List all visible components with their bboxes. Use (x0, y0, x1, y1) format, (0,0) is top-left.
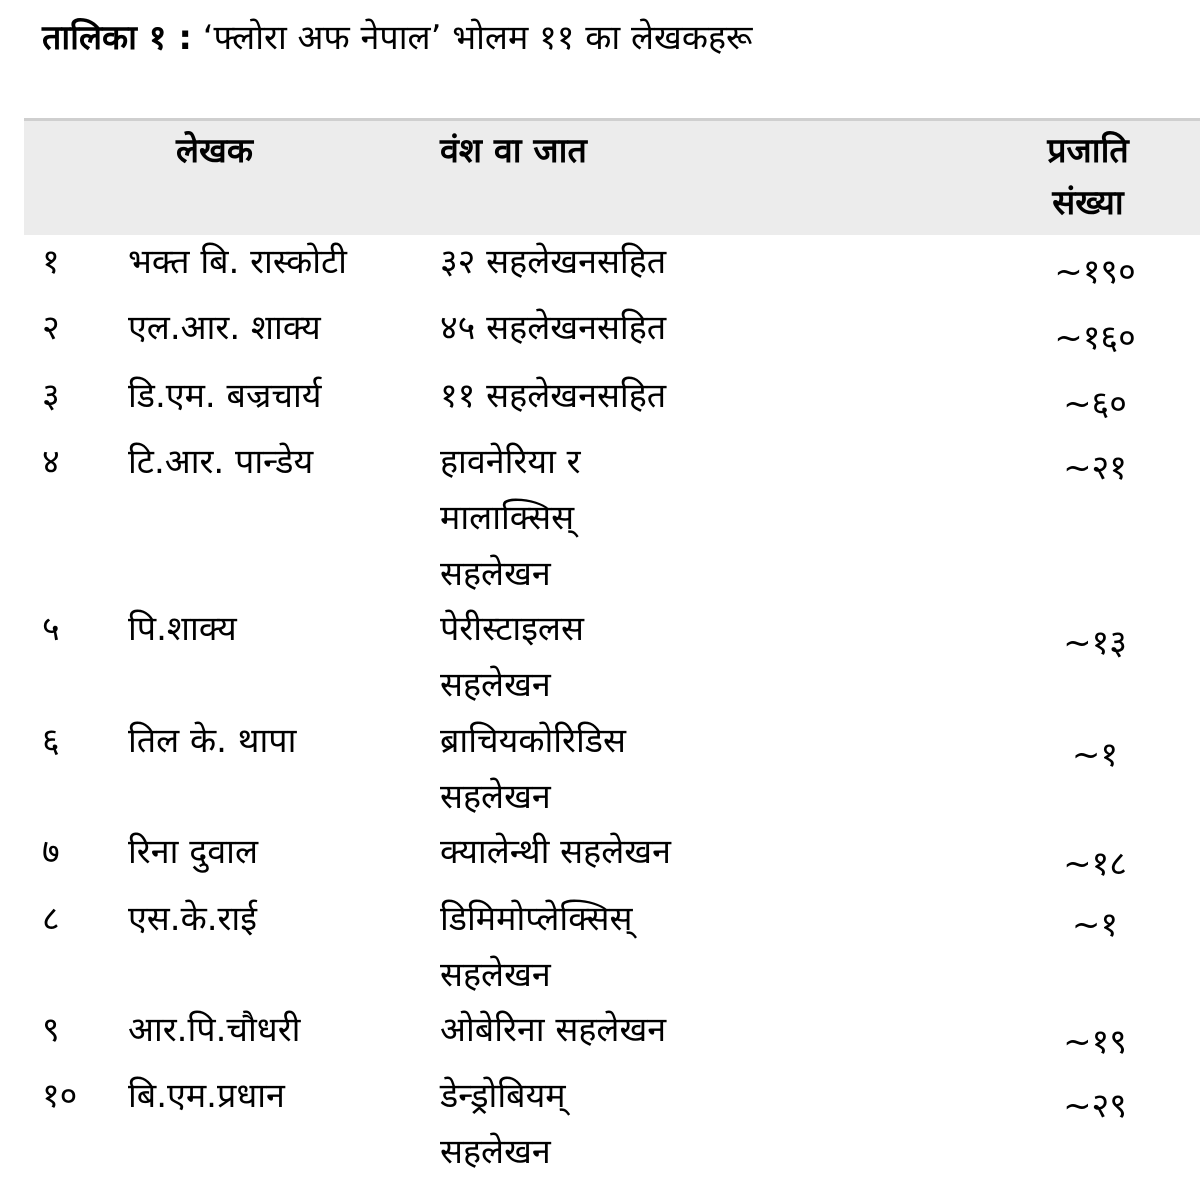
row-genus-line: ११ सहलेखनसहित (440, 376, 667, 416)
row-author: रिना दुवाल (128, 832, 259, 872)
row-genus (440, 234, 666, 290)
header-author: लेखक (176, 131, 253, 171)
row-genus-line: मालाक्सिस् (440, 498, 575, 538)
row-number: ८ (42, 899, 60, 939)
row-genus-line: ४५ सहलेखनसहित (440, 308, 667, 348)
header-genus: वंश वा जात (440, 131, 587, 171)
row-author: आर.पि.चौधरी (128, 1010, 301, 1050)
row-genus-line: ओबेरिना सहलेखन (440, 1010, 667, 1050)
row-number: १ (42, 242, 60, 282)
row-genus-line: ३२ सहलेखनसहित (440, 242, 667, 282)
row-genus-line: ब्राचियकोरिडिस (440, 721, 626, 761)
row-genus (440, 300, 666, 356)
row-count: ~२१ (1063, 448, 1127, 488)
row-number: ५ (42, 609, 60, 649)
row-count: ~१८ (1063, 844, 1127, 884)
row-number: ६ (42, 721, 60, 761)
row-genus-line: सहलेखन (440, 665, 551, 705)
row-genus-line: पेरीस्टाइलस (440, 609, 584, 649)
row-author: टि.आर. पान्डेय (128, 442, 314, 482)
row-genus (440, 713, 626, 825)
row-count: ~१६० (1054, 318, 1136, 358)
row-number: ४ (42, 442, 60, 482)
row-genus-line: डिमिमोप्लेक्सिस् (440, 899, 633, 939)
row-genus-line: सहलेखन (440, 1132, 551, 1172)
caption-label: तालिका १ : (42, 18, 192, 58)
row-genus (440, 368, 666, 424)
row-count: ~१३ (1063, 623, 1127, 663)
row-author: एल.आर. शाक्य (128, 308, 321, 348)
row-count: ~१ (1071, 735, 1119, 775)
row-count: ~६० (1063, 384, 1127, 424)
row-count: ~१९ (1063, 1022, 1127, 1062)
header-count-line2: संख्या (1052, 183, 1124, 223)
row-genus (440, 1002, 666, 1058)
row-genus (440, 1068, 566, 1180)
row-author: भक्त बि. रास्कोटी (128, 242, 347, 282)
row-genus-line: हावनेरिया र (440, 442, 581, 482)
row-author: बि.एम.प्रधान (128, 1076, 285, 1116)
row-genus-line: क्यालेन्थी सहलेखन (440, 832, 671, 872)
row-genus (440, 891, 633, 1003)
row-count: ~२९ (1063, 1086, 1127, 1126)
row-count: ~१ (1071, 905, 1119, 945)
row-author: पि.शाक्य (128, 609, 237, 649)
row-number: ७ (42, 832, 60, 872)
row-author: एस.के.राई (128, 899, 257, 939)
row-author: डि.एम. बज्रचार्य (128, 376, 322, 416)
row-number: ३ (42, 376, 60, 416)
row-genus (440, 434, 581, 602)
row-genus (440, 601, 584, 713)
row-count: ~१९० (1054, 252, 1136, 292)
row-number: ९ (42, 1010, 60, 1050)
row-number: २ (42, 308, 60, 348)
row-number: १० (42, 1076, 78, 1116)
row-genus (440, 824, 671, 880)
row-genus-line: सहलेखन (440, 554, 551, 594)
row-genus-line: डेन्ड्रोबियम् (440, 1076, 566, 1116)
row-genus-line: सहलेखन (440, 955, 551, 995)
row-author: तिल के. थापा (128, 721, 297, 761)
header-count-line1: प्रजाति (1047, 131, 1129, 171)
row-genus-line: सहलेखन (440, 777, 551, 817)
caption-text: ‘फ्लोरा अफ नेपाल’ भोलम ११ का लेखकहरू (202, 18, 753, 58)
table-caption (42, 14, 752, 62)
